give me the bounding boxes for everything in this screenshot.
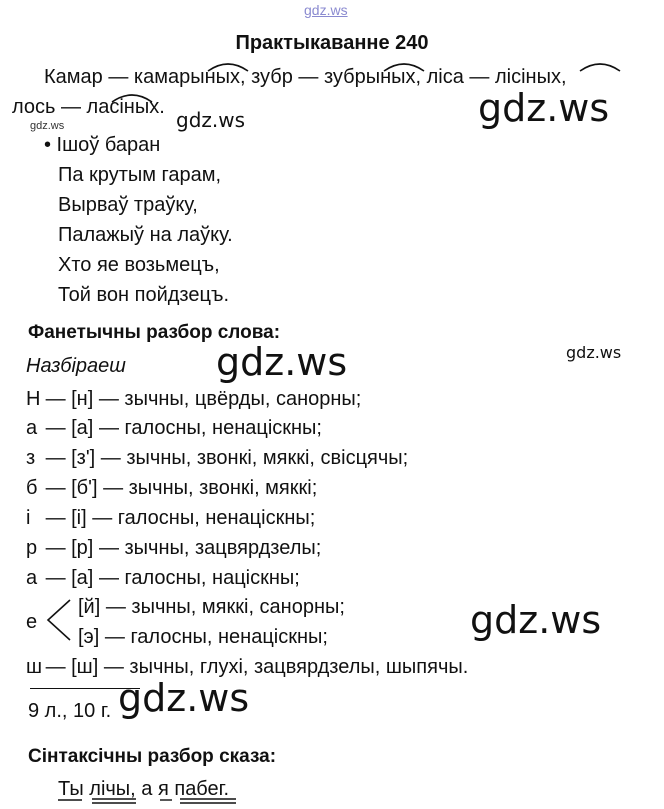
letter: р <box>26 537 38 559</box>
sound: [а] <box>71 417 94 439</box>
watermark-big-1: gdz.ws <box>478 86 610 130</box>
syntax-heading: Сінтаксічны разбор сказа: <box>28 746 277 767</box>
e-letter: е <box>26 611 38 633</box>
desc: — галосны, ненаціскны; <box>92 507 316 529</box>
letter: б <box>26 477 38 499</box>
sound: [н] <box>71 388 94 410</box>
poem-line: Вырваў траўку, <box>58 194 198 216</box>
letter: ш <box>26 656 43 678</box>
intro-line-2: лось — ласіных. <box>12 96 165 118</box>
syntax-sentence: Ты лічы, а я пабег. <box>58 778 230 800</box>
sound: [й] <box>78 596 101 618</box>
phonetic-row: з — [з'] — зычны, звонкі, мяккі, свісцячы; <box>26 447 409 469</box>
sound: [б'] <box>71 477 98 499</box>
poem-line: Той вон пойдзецъ. <box>58 284 230 306</box>
morpheme-arc-2 <box>0 86 200 106</box>
desc: — зычны, звонкі, мяккі, свісцячы; <box>100 447 409 469</box>
poem-line: Палажыў на лаўку. <box>58 224 233 246</box>
sound: [э] <box>78 626 100 648</box>
desc: — зычны, глухі, зацвярдзелы, шыпячы. <box>103 656 469 678</box>
poem-line: • Ішоў баран <box>44 134 161 156</box>
exercise-title: Практыкаванне 240 <box>235 32 429 54</box>
sound: [а] <box>71 567 94 589</box>
sound: [і] <box>71 507 87 529</box>
phonetic-row: а — [а] — галосны, націскны; <box>26 567 300 589</box>
sound: [р] <box>71 537 94 559</box>
phonetic-row <box>78 626 328 649</box>
sound: [з'] <box>71 447 96 469</box>
split-bracket-icon <box>44 596 74 646</box>
phonetic-summary: 9 л., 10 г. <box>28 700 112 722</box>
phonetic-row: ш — [ш] — зычны, глухі, зацвярдзелы, шыпячы. <box>26 656 469 678</box>
poem-line: Хто яе возьмецъ, <box>58 254 220 276</box>
letter: Н <box>26 388 41 410</box>
watermark-tiny: gdz.ws <box>30 120 65 132</box>
desc: — зычны, мяккі, санорны; <box>105 596 345 618</box>
phonetic-row: Н — [н] — зычны, цвёрды, санорны; <box>26 388 362 410</box>
desc: — галосны, націскны; <box>98 567 300 589</box>
phonetic-row: р — [р] — зычны, зацвярдзелы; <box>26 537 322 559</box>
watermark-big-4: gdz.ws <box>118 676 250 720</box>
desc: — зычны, зацвярдзелы; <box>98 537 322 559</box>
phonetic-row: і — [і] — галосны, ненаціскны; <box>26 507 316 529</box>
watermark-big-2: gdz.ws <box>216 340 348 384</box>
letter: і <box>26 507 31 529</box>
phonetic-row: б — [б'] — зычны, звонкі, мяккі; <box>26 477 318 499</box>
desc: — зычны, звонкі, мяккі; <box>103 477 318 499</box>
letter: а <box>26 567 38 589</box>
morpheme-arcs <box>0 55 664 75</box>
watermark-header: gdz.ws <box>176 108 246 132</box>
intro-line-1: Камар — камарыных, зубр — зубрыных, ліса — лісіных, <box>44 66 567 88</box>
sound: [ш] <box>71 656 99 678</box>
letter: з <box>26 447 36 469</box>
desc: — галосны, ненаціскны; <box>104 626 328 648</box>
letter: а <box>26 417 38 439</box>
phonetic-heading: Фанетычны разбор слова: <box>28 322 281 343</box>
watermark-top: gdz.ws <box>304 2 348 18</box>
phonetic-word: Назбіраеш <box>26 355 126 377</box>
watermark-big-3: gdz.ws <box>470 598 602 642</box>
desc: — зычны, цвёрды, санорны; <box>98 388 362 410</box>
phonetic-row: а — [а] — галосны, ненаціскны; <box>26 417 322 439</box>
phonetic-row <box>78 596 345 619</box>
watermark-right-small: gdz.ws <box>566 343 622 362</box>
desc: — галосны, ненаціскны; <box>98 417 322 439</box>
sentence-underlines <box>0 796 300 808</box>
poem-line: Па крутым гарам, <box>58 164 222 186</box>
